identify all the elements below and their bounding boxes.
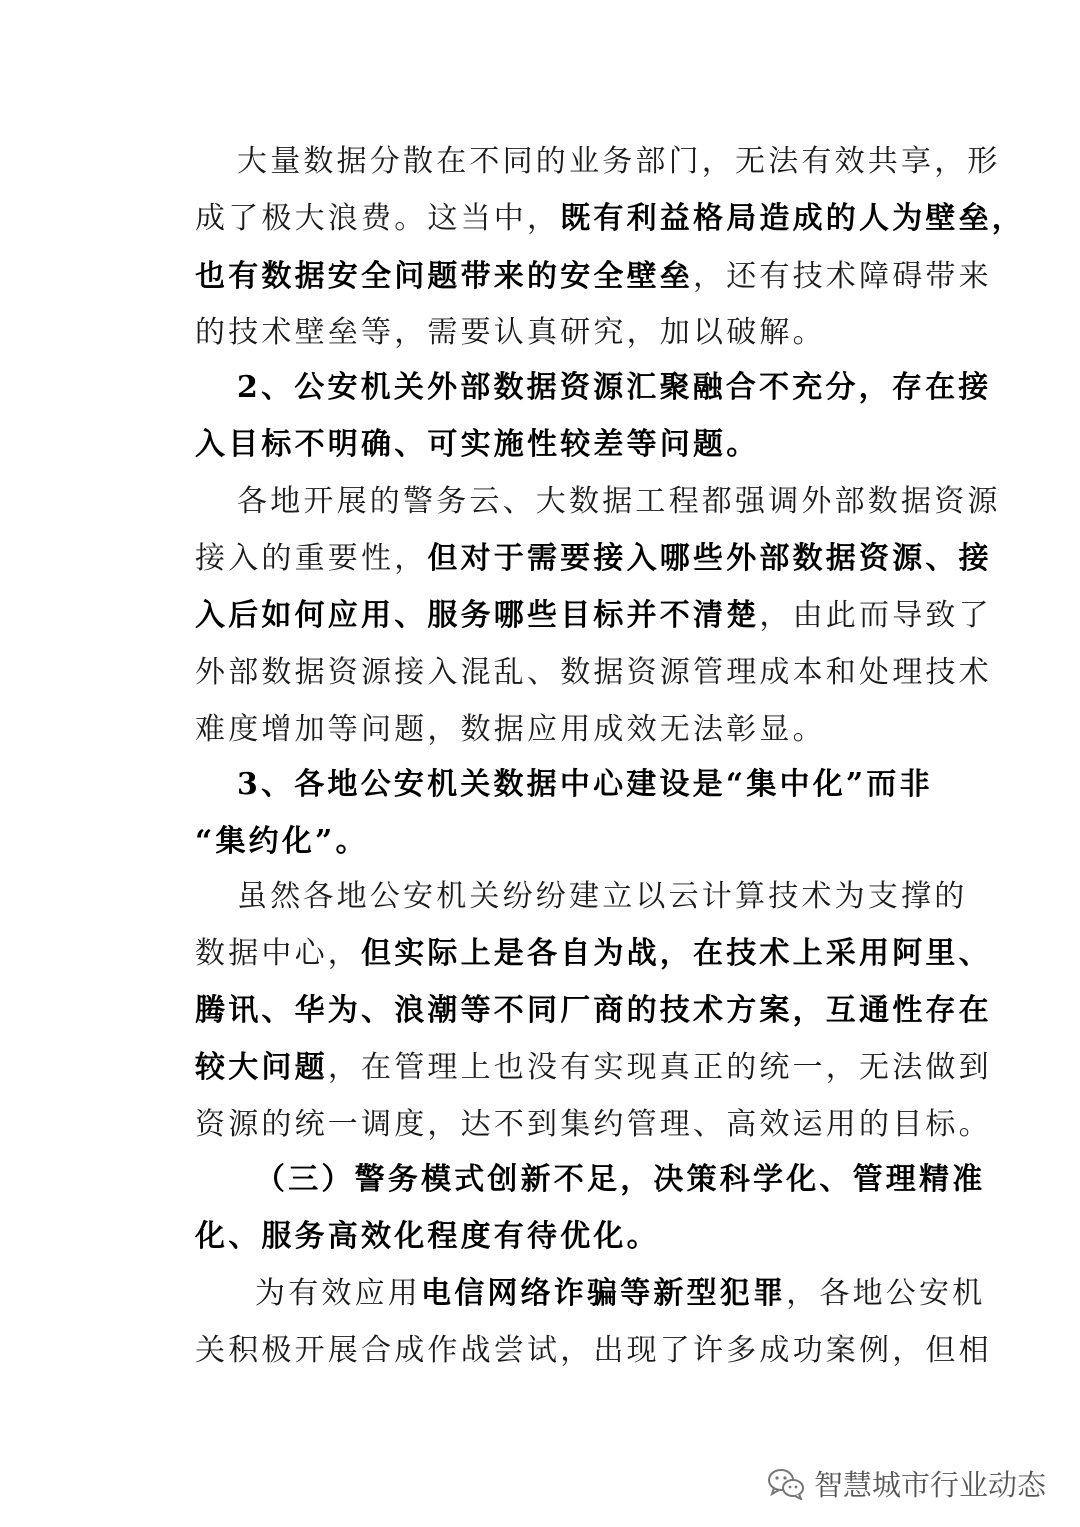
text-line	[195, 313, 826, 353]
body-text: ，各地公安机	[786, 1276, 986, 1311]
bold-text: （三）警务模式创新不足，决策科学化、管理精准	[255, 1162, 986, 1197]
bold-text: 电信网络诈骗等新型犯罪	[421, 1276, 787, 1311]
body-text: ，在管理上也没有实现真正的统一，无法做到	[327, 1050, 992, 1085]
body-text: 数据中心，	[195, 936, 361, 971]
text-line	[255, 1274, 985, 1314]
bold-text: 3、各地公安机关数据中心建设是“集中化”而非	[237, 767, 933, 802]
text-line	[195, 991, 992, 1031]
bold-text: 既有利益格局造成的人为壁垒，	[560, 201, 1026, 236]
text-line	[195, 539, 992, 579]
bold-text: 但实际上是各自为战，在技术上采用阿里、	[361, 936, 992, 971]
text-line	[195, 934, 992, 974]
text-line	[195, 1217, 660, 1257]
bold-text: 也有数据安全问题带来的安全壁垒	[195, 259, 693, 294]
body-text: 为有效应用	[255, 1276, 421, 1311]
body-text: 资源的统一调度，达不到集约管理、高效运用的目标。	[195, 1107, 992, 1142]
text-line	[195, 822, 369, 862]
text-line	[237, 482, 1001, 522]
bold-text: 较大问题	[195, 1050, 328, 1085]
text-line	[195, 257, 992, 297]
body-text: ，还有技术障碍带来	[693, 259, 992, 294]
body-text: 外部数据资源接入混乱、数据资源管理成本和处理技术	[195, 655, 992, 690]
text-line	[195, 710, 826, 750]
body-text: 成了极大浪费。这当中，	[195, 201, 561, 236]
body-text: 各地开展的警务云、大数据工程都强调外部数据资源	[237, 484, 1001, 519]
body-text: 接入的重要性，	[195, 541, 428, 576]
text-line	[237, 877, 967, 917]
bold-text: 入后如何应用、服务哪些目标并不清楚	[195, 598, 760, 633]
watermark-text: 智慧城市行业动态	[813, 1467, 1046, 1502]
text-line	[237, 142, 1001, 182]
bold-text: 腾讯、华为、浪潮等不同厂商的技术方案，互通性存在	[195, 993, 992, 1028]
text-line	[255, 1160, 985, 1200]
wechat-icon	[766, 1466, 806, 1500]
text-line	[195, 653, 992, 693]
text-line	[195, 1048, 992, 1088]
text-line	[237, 765, 933, 805]
text-line	[195, 1105, 992, 1145]
text-line	[195, 1331, 992, 1371]
bold-text: “集约化”。	[195, 824, 369, 859]
text-line	[237, 368, 991, 408]
body-text: 难度增加等问题，数据应用成效无法彰显。	[195, 712, 826, 747]
bold-text: 入目标不明确、可实施性较差等问题。	[195, 427, 760, 462]
body-text: 虽然各地公安机关纷纷建立以云计算技术为支撑的	[237, 879, 968, 914]
body-text: 的技术壁垒等，需要认真研究，加以破解。	[195, 315, 826, 350]
body-text: ，由此而导致了	[759, 598, 992, 633]
text-line	[195, 425, 759, 465]
body-text: 大量数据分散在不同的业务部门，无法有效共享，形	[237, 144, 1001, 179]
bold-text: 2、公安机关外部数据资源汇聚融合不充分，存在接	[237, 370, 992, 405]
bold-text: 化、服务高效化程度有待优化。	[195, 1219, 660, 1254]
watermark	[766, 1463, 1046, 1503]
bold-text: 但对于需要接入哪些外部数据资源、接	[427, 541, 992, 576]
text-line	[195, 596, 992, 636]
body-text: 关积极开展合成作战尝试，出现了许多成功案例，但相	[195, 1333, 992, 1368]
text-line	[195, 199, 1025, 239]
